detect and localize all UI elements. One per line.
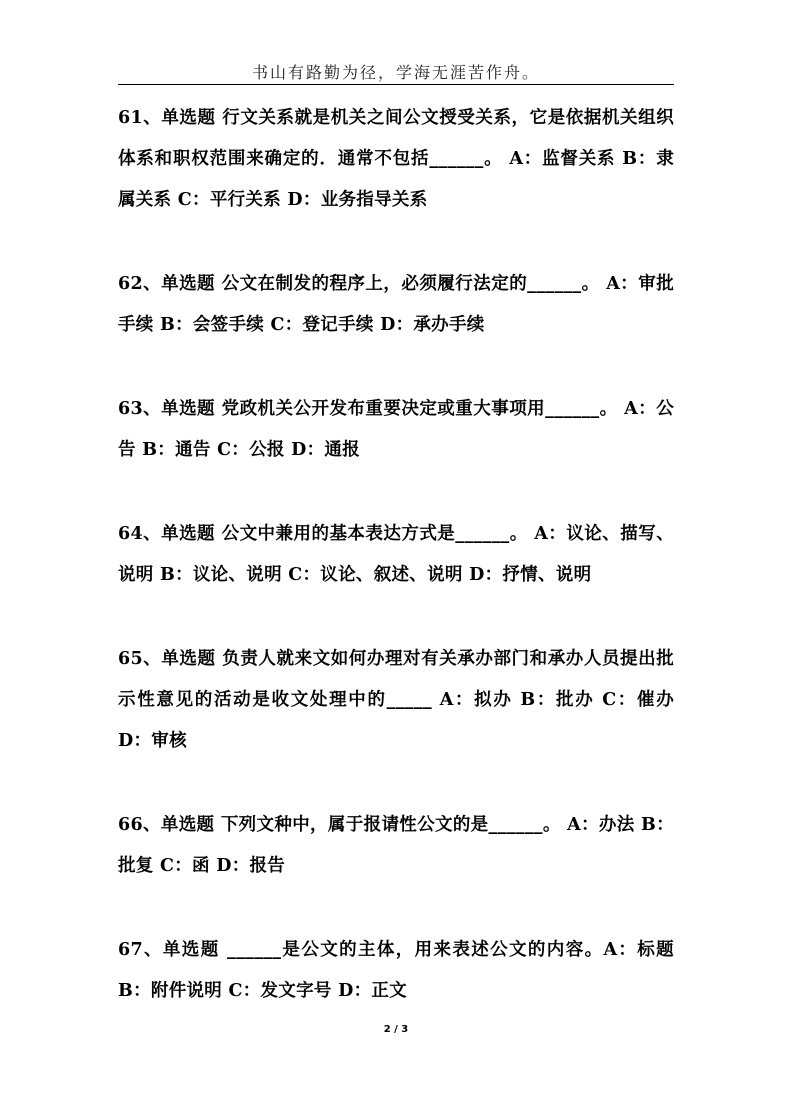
page-header: 书山有路勤为径，学海无涯苦作舟。 [251, 63, 540, 82]
question-list [118, 98, 674, 1055]
question-61: 61、单选题 行文关系就是机关之间公文授受关系，它是依据机关组织体系和职权范围来确定的．通常不包括______。 A：监督关系 B：隶属关系 C：平行关系 D：业务指导关系 [118, 108, 674, 210]
question-64: 64、单选题 公文中兼用的基本表达方式是______。 A：议论、描写、说明 B：议论、说明 C：议论、叙述、说明 D：抒情、说明 [118, 524, 674, 585]
header-divider [118, 84, 674, 85]
question-67: 67、单选题 ______是公文的主体，用来表述公文的内容。A：标题 B：附件说明 C：发文字号 D：正文 [118, 940, 674, 1001]
question-63: 63、单选题 党政机关公开发布重要决定或重大事项用______。 A：公告 B：通告 C：公报 D：通报 [118, 399, 674, 460]
question-62: 62、单选题 公文在制发的程序上，必须履行法定的______。 A：审批手续 B：会签手续 C：登记手续 D：承办手续 [118, 274, 674, 335]
page-number: 2 / 3 [383, 1024, 409, 1035]
question-66: 66、单选题 下列文种中，属于报请性公文的是______。 A：办法 B：批复 C：函 D：报告 [118, 815, 674, 876]
question-65: 65、单选题 负责人就来文如何办理对有关承办部门和承办人员提出批示性意见的活动是收文处理中的_____ A：拟办 B：批办 C：催办 D：审核 [118, 649, 674, 751]
